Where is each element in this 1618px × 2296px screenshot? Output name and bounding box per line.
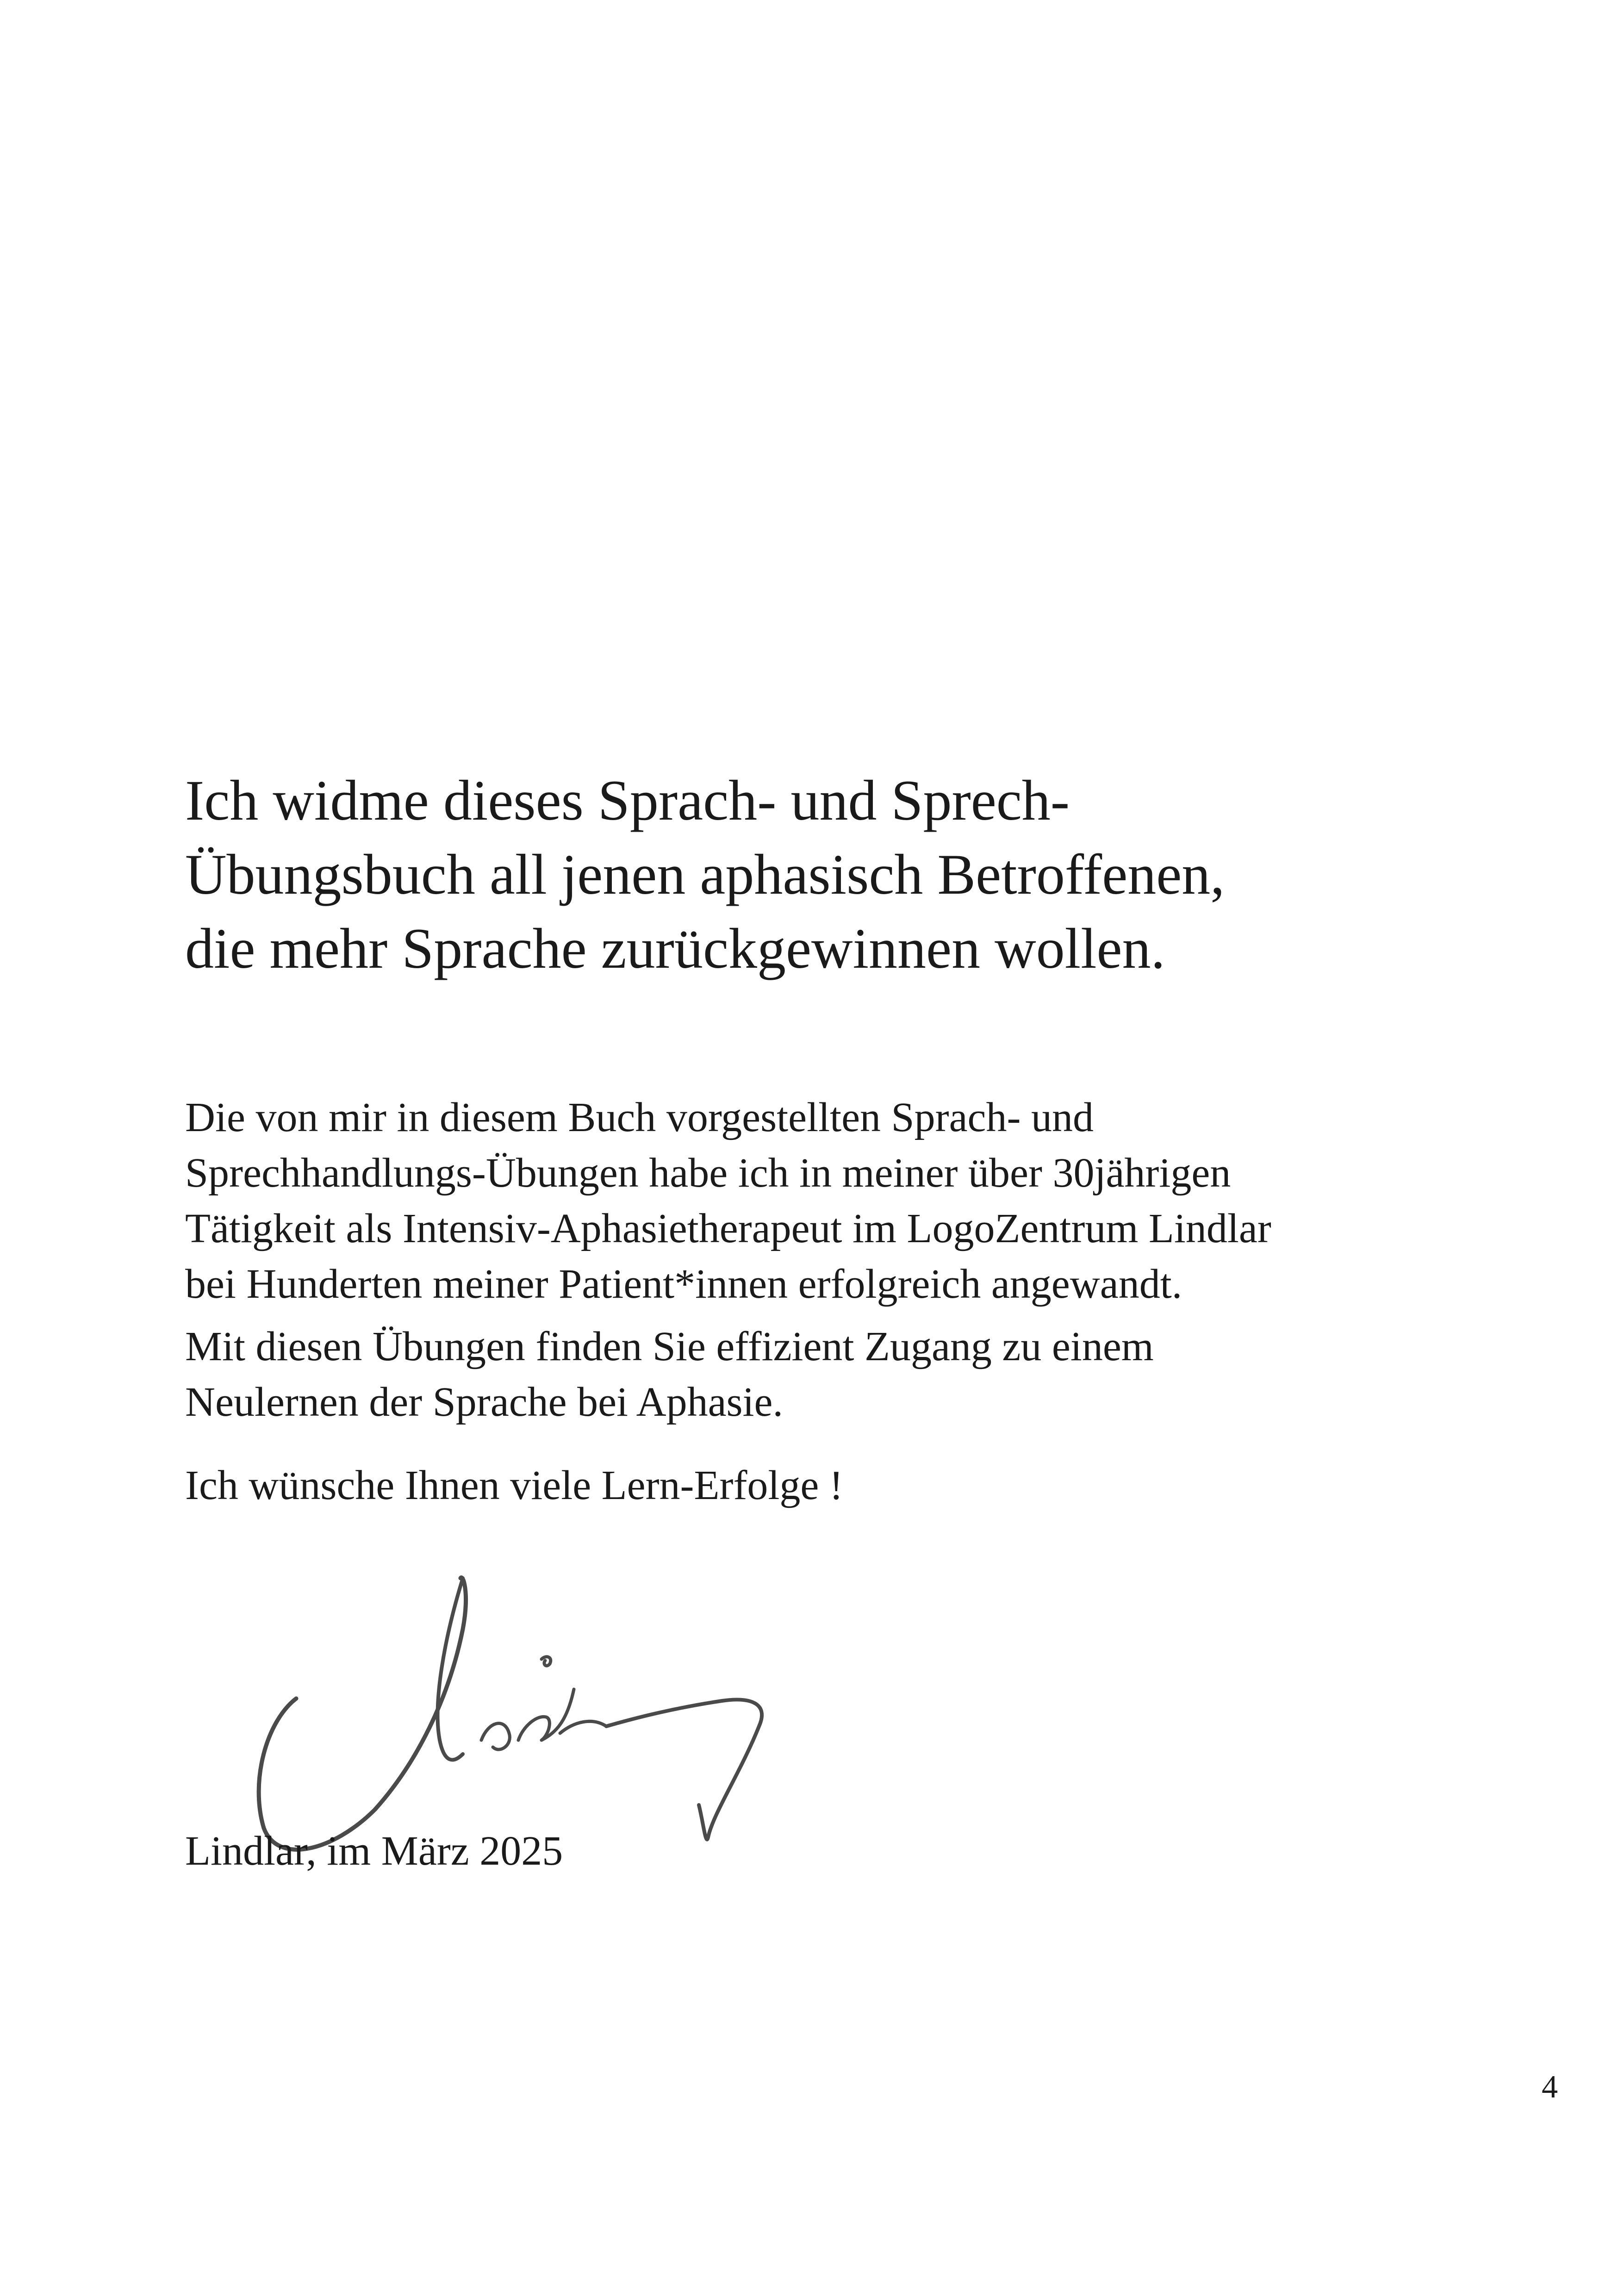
dedication-line: Übungsbuch all jenen aphasisch Betroffenen, (185, 843, 1225, 906)
paragraph-wishes (185, 1458, 1527, 1513)
paragraph-line: Die von mir in diesem Buch vorgestellten Sprach- und (185, 1095, 1094, 1140)
signature-stroke-loop (259, 1577, 466, 1849)
paragraph-line: Mit diesen Übungen finden Sie effizient Zugang zu einem (185, 1324, 1154, 1369)
paragraph-access (185, 1319, 1527, 1430)
paragraph-line: Neulernen der Sprache bei Aphasie. (185, 1379, 783, 1425)
signature-stroke-dot (541, 1657, 551, 1666)
signature-image (222, 1523, 833, 1874)
paragraph-line: Ich wünsche Ihnen viele Lern-Erfolge ! (185, 1462, 843, 1508)
signature-stroke-tail (606, 1699, 762, 1839)
dedication-line: Ich widme dieses Sprach- und Sprech- (185, 769, 1070, 832)
paragraph-line: bei Hunderten meiner Patient*innen erfolgreich angewandt. (185, 1261, 1182, 1307)
dedication (185, 764, 1527, 986)
place-date: Lindlar, im März 2025 (185, 1828, 563, 1874)
dedication-line: die mehr Sprache zurückgewinnen wollen. (185, 917, 1165, 980)
page-number: 4 (1542, 2069, 1558, 2105)
signature-stroke-stem (438, 1578, 463, 1760)
signature-stroke-letters (481, 1689, 606, 1749)
paragraph-methods (185, 1090, 1527, 1312)
paragraph-line: Tätigkeit als Intensiv-Aphasietherapeut im LogoZentrum Lindlar (185, 1206, 1271, 1251)
paragraph-line: Sprechhandlungs-Übungen habe ich in meiner über 30jährigen (185, 1150, 1231, 1196)
